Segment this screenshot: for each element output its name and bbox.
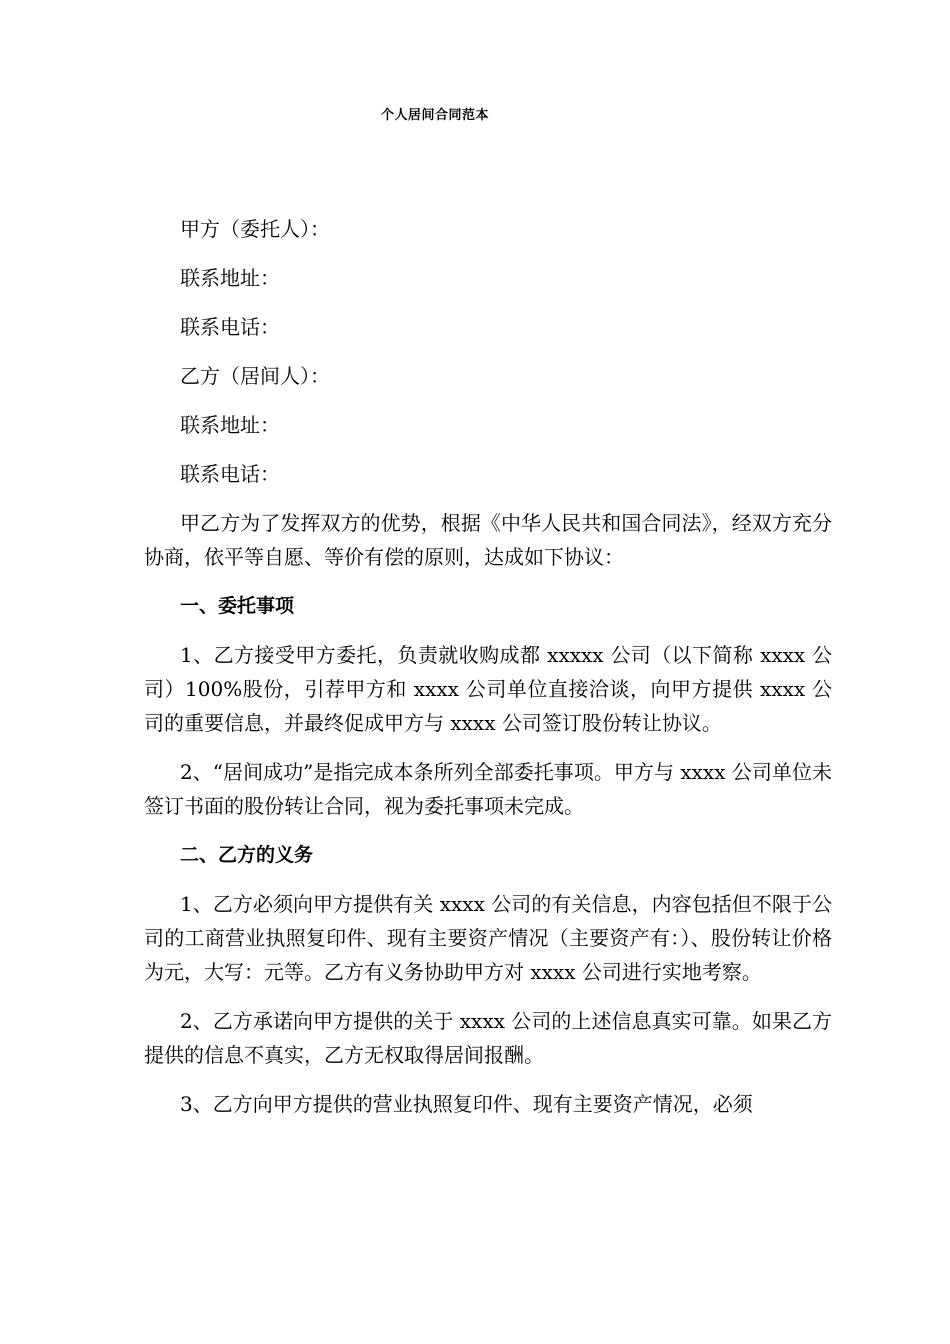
document-body <box>144 212 832 1136</box>
party-a-label: 甲方（委托人）： <box>180 217 330 241</box>
party-b-phone-label: 联系电话： <box>180 462 280 486</box>
document-title: 个人居间合同范本 <box>380 108 489 123</box>
section2-clause-3: 3、乙方向甲方提供的营业执照复印件、现有主要资产情况，必须 <box>180 1092 753 1116</box>
preamble-paragraph: 甲乙方为了发挥双方的优势，根据《中华人民共和国合同法》，经双方充分协商，依平等自愿、等价有偿的原则，达成如下协议： <box>144 511 832 569</box>
section1-clause-1: 1、乙方接受甲方委托，负责就收购成都 xxxxx 公司（以下简称 xxxx 公司）100%股份，引荐甲方和 xxxx 公司单位直接洽谈，向甲方提供 xxxx 公司的重要信息，并最终促成甲方与 xxxx 公司签订股份转让协议。 <box>144 643 832 735</box>
party-a-phone-label: 联系电话： <box>180 315 280 339</box>
section2-clause-2: 2、乙方承诺向甲方提供的关于 xxxx 公司的上述信息真实可靠。如果乙方提供的信息不真实，乙方无权取得居间报酬。 <box>144 1009 832 1067</box>
section1-clause-2: 2、“居间成功”是指完成本条所列全部委托事项。甲方与 xxxx 公司单位未签订书面的股份转让合同，视为委托事项未完成。 <box>144 760 832 818</box>
section-heading-entrusted-matters: 一、委托事项 <box>180 595 295 617</box>
party-a-address-label: 联系地址： <box>180 266 280 290</box>
section2-clause-1: 1、乙方必须向甲方提供有关 xxxx 公司的有关信息，内容包括但不限于公司的工商营业执照复印件、现有主要资产情况（主要资产有：）、股份转让价格为元，大写：元等。乙方有义务协助甲方对 xxxx 公司进行实地考察。 <box>144 892 832 984</box>
section-heading-party-b-obligations: 二、乙方的义务 <box>180 844 314 866</box>
party-b-label: 乙方（居间人）： <box>180 364 330 388</box>
party-b-address-label: 联系地址： <box>180 413 280 437</box>
